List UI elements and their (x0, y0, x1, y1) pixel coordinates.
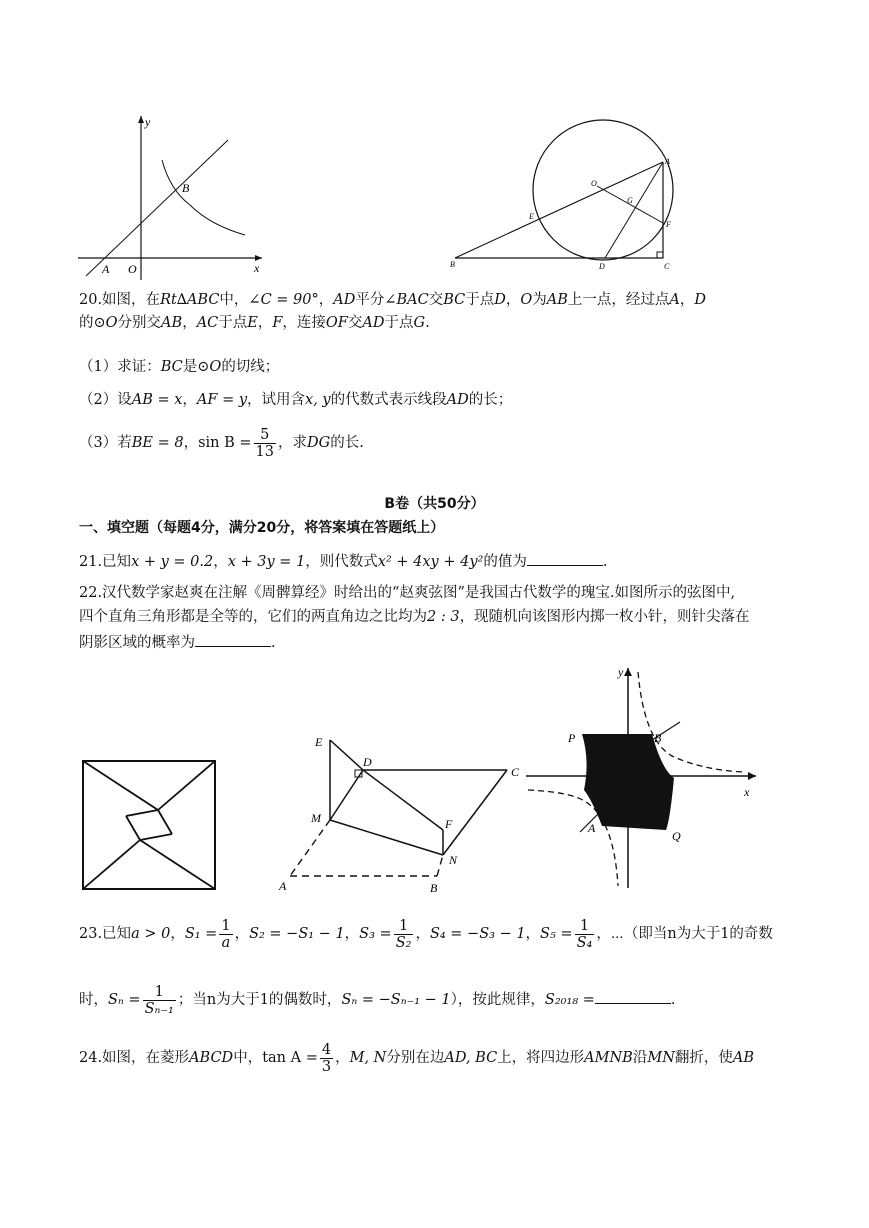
label-o: O (128, 262, 137, 276)
fraction: $\frac{1}{\text{S₄}}$ (576, 917, 593, 951)
label-a: A (279, 879, 287, 893)
answer-blank (527, 551, 603, 566)
q24-line1: 24.如图，在菱形ABCD中，tan A = $\frac{4}{3}$ ，M, N分别在边AD, BC上，将四边形AMNB沿MN翻折，使AB (79, 1041, 755, 1075)
fraction: $\frac{1}{a}$ (221, 917, 231, 951)
label-y: y (618, 665, 624, 679)
figure-hyperbola-line (70, 110, 270, 285)
label-f: F (445, 817, 453, 831)
fill-in-section-heading: 一、填空题（每题4分，满分20分，将答案填在答题纸上） (79, 520, 445, 536)
label-b: B (430, 881, 438, 895)
label-x: x (254, 261, 260, 275)
figure-folded-rhombus (275, 730, 535, 900)
q22-line3: 阴影区域的概率为 . (79, 632, 276, 653)
label-p: P (568, 731, 576, 745)
label-b: B (450, 260, 455, 269)
label-d: D (363, 755, 372, 769)
section-b-title: B卷（共50分） (384, 496, 485, 512)
q20-line1: 20.如图，在Rt∆ABC中，∠C = 90°，AD平分∠BAC交BC于点D，O为AB上一点，经过点A，D (79, 292, 707, 308)
q20-part3: （3）若BE = 8，sin B = $\frac{5}{13}$ ，求DG的长. (79, 426, 364, 460)
label-c: C (664, 262, 670, 271)
fraction-4-3: $\frac{4}{3}$ (321, 1041, 332, 1075)
label-b: B (654, 731, 662, 745)
label-a: A (665, 157, 670, 166)
label-x: x (744, 785, 750, 799)
fraction: $\frac{1}{\text{S₂}}$ (395, 917, 412, 951)
label-q: Q (672, 829, 681, 843)
label-a: A (588, 821, 596, 835)
q23-line2: 时，Sₙ = $\frac{1}{\text{Sₙ₋₁}}$ ；当n为大于1的偶数时，Sₙ = −Sₙ₋₁ − 1），按此规律，S₂₀₁₈ = . (79, 983, 676, 1017)
label-a: A (102, 262, 110, 276)
q22-line2: 四个直角三角形都是全等的，它们的两直角边之比均为2 : 3，现随机向该图形内掷一枚小针，则针尖落在 (79, 609, 750, 625)
label-g: G (627, 196, 633, 205)
label-y: y (145, 115, 151, 129)
q22-line1: 22.汉代数学家赵爽在注解《周髀算经》时给出的“赵爽弦图”是我国古代数学的瑰宝.如图所示的弦图中, (79, 585, 736, 601)
label-f: F (666, 220, 671, 229)
q20-line2: 的⊙O分别交AB，AC于点E，F，连接OF交AD于点G. (79, 315, 430, 331)
label-o: O (591, 179, 597, 188)
fraction-5-13: $\frac{5}{13}$ (255, 426, 274, 460)
q20-part2: （2）设AB = x，AF = y，试用含x, y的代数式表示线段AD的长； (79, 392, 513, 408)
label-d: D (599, 262, 605, 271)
answer-blank (195, 632, 271, 647)
figure-shaded-hyperbola-region (522, 660, 762, 892)
q23-line1: 23.已知a > 0，S₁ = $\frac{1}{a}$ ，S₂ = −S₁ − 1，S₃ = $\frac{1}{\text{S₂}}$ ，S₄ = −S₃ − 1，S₅ = $\frac{1}{\text{S₄}}$ ，⋯（即当n为大于1的奇数 (79, 917, 773, 951)
label-b: B (182, 181, 190, 195)
label-c: C (511, 765, 520, 779)
figure-circle-triangle (445, 110, 685, 275)
label-m: M (311, 811, 321, 825)
q21: 21.已知x + y = 0.2，x + 3y = 1，则代数式x² + 4xy + 4y²的值为 . (79, 551, 607, 572)
fraction: $\frac{1}{\text{Sₙ₋₁}}$ (144, 983, 174, 1017)
q20-part1: （1）求证：BC是⊙O的切线； (79, 359, 280, 375)
label-n: N (449, 853, 458, 867)
answer-blank (595, 989, 671, 1004)
figure-zhao-shuang-diagram (80, 758, 220, 894)
label-e: E (315, 735, 323, 749)
label-e: E (529, 212, 534, 221)
